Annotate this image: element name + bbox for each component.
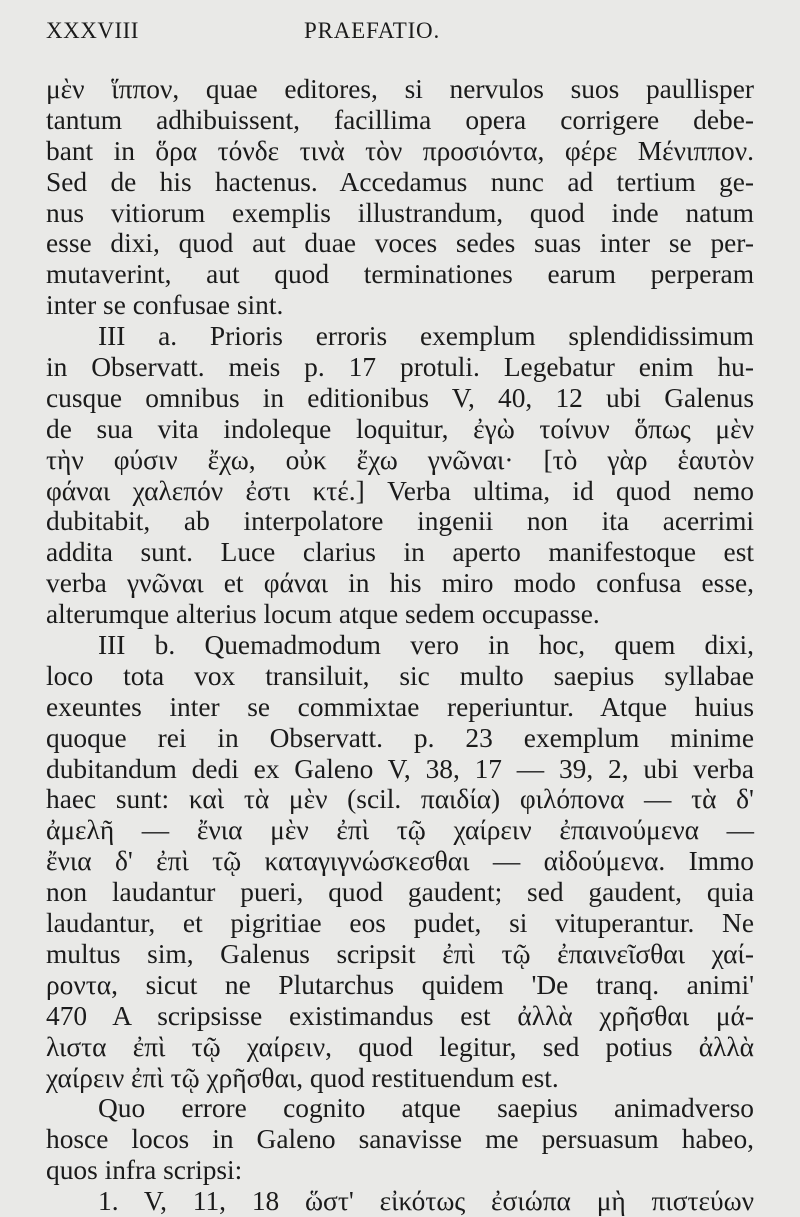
text-line: ἔνια δ' ἐπὶ τῷ καταγιγνώσκεσθαι — αἰδούμενα. Immo [46, 846, 754, 877]
text-line: quos infra scripsi: [46, 1155, 243, 1186]
text-line: inter se confusae sint. [46, 290, 284, 321]
text-line: mutaverint, aut quod terminationes earum perperam [46, 259, 754, 290]
text-line: dubitandum dedi ex Galeno V, 38, 17 — 39, 2, ubi verba [46, 753, 754, 784]
text-line: Sed de his hactenus. Accedamus nunc ad tertium ge- [46, 166, 754, 197]
text-line: dubitabit, ab interpolatore ingenii non ita acerrimi [46, 506, 754, 537]
text-line: τὴν φύσιν ἔχω, οὐκ ἔχω γνῶναι· [τὸ γὰρ ἑαυτὸν [46, 444, 754, 475]
text-line: non laudantur pueri, quod gaudent; sed gaudent, quia [46, 877, 754, 908]
text-line: III b. Quemadmodum vero in hoc, quem dixi, [98, 630, 754, 661]
text-line: Quo errore cognito atque saepius animadverso [98, 1093, 754, 1124]
text-line: cusque omnibus in editionibus V, 40, 12 ubi Galenus [46, 382, 754, 413]
text-line: loco tota vox transiluit, sic multo saepius syllabae [46, 660, 754, 691]
text-line: alterumque alterius locum atque sedem occupasse. [46, 599, 600, 630]
text-line: multus sim, Galenus scripsit ἐπὶ τῷ ἐπαινεῖσθαι χαί- [46, 938, 754, 969]
text-line: laudantur, et pigritiae eos pudet, si vituperantur. Ne [46, 908, 754, 939]
text-line: quoque rei in Observatt. p. 23 exemplum minime [46, 722, 754, 753]
text-line: φάναι χαλεπόν ἐστι κτέ.] Verba ultima, id quod nemo [46, 475, 754, 506]
text-line: 1. V, 11, 18 ὥστ' εἰκότως ἐσιώπα μὴ πιστεύων [98, 1186, 754, 1217]
text-line: ροντα, sicut ne Plutarchus quidem 'De tranq. animi' [46, 969, 754, 1000]
text-line: III a. Prioris erroris exemplum splendidissimum [98, 321, 754, 352]
text-line: in Observatt. meis p. 17 protuli. Legebatur enim hu- [46, 352, 754, 383]
text-line: λιστα ἐπὶ τῷ χαίρειν, quod legitur, sed potius ἀλλὰ [46, 1031, 754, 1062]
page-number: XXXVIII [46, 18, 139, 43]
text-line: χαίρειν ἐπὶ τῷ χρῆσθαι, quod restituendum est. [46, 1062, 559, 1093]
text-line: nus vitiorum exemplis illustrandum, quod inde natum [46, 197, 754, 228]
text-line: de sua vita indoleque loquitur, ἐγὼ τοίνυν ὅπως μὲν [46, 413, 754, 444]
text-line: addita sunt. Luce clarius in aperto manifestoque est [46, 537, 754, 568]
text-line: esse dixi, quod aut duae voces sedes suas inter se per- [46, 228, 754, 259]
text-line: exeuntes inter se commixtae reperiuntur. Atque huius [46, 691, 754, 722]
running-head [46, 18, 754, 58]
text-line: μὲν ἵππον, quae editores, si nervulos suos paullisper [46, 74, 754, 104]
section-title: PRAEFATIO. [304, 18, 441, 43]
body-text [46, 74, 754, 1217]
text-line: ἀμελῆ — ἔνια μὲν ἐπὶ τῷ χαίρειν ἐπαινούμενα — [46, 815, 754, 846]
text-line: hosce locos in Galeno sanavisse me persuasum habeo, [46, 1124, 754, 1155]
text-line: 470 A scripsisse existimandus est ἀλλὰ χρῆσθαι μά- [46, 1000, 754, 1031]
text-line: verba γνῶναι et φάναι in his miro modo confusa esse, [46, 568, 754, 599]
text-line: haec sunt: καὶ τὰ μὲν (scil. παιδία) φιλόπονα — τὰ δ' [46, 784, 754, 815]
text-line: bant in ὅρα τόνδε τινὰ τὸν προσιόντα, φέρε Μένιππον. [46, 135, 754, 166]
text-line: tantum adhibuissent, facillima opera corrigere debe- [46, 104, 754, 135]
